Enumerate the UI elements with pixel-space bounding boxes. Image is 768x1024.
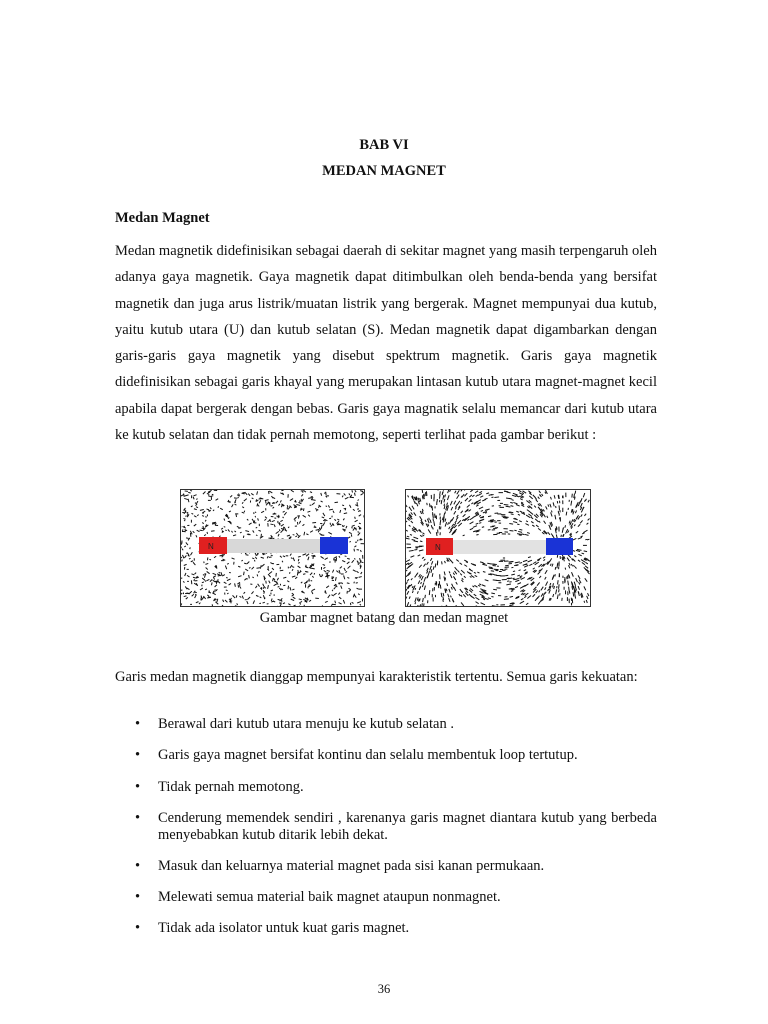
south-pole <box>320 537 348 554</box>
characteristics-intro: Garis medan magnetik dianggap mempunyai karakteristik tertentu. Semua garis kekuatan: <box>115 669 638 685</box>
bullet-icon: • <box>135 920 141 936</box>
figure-bar-magnet-field-lines <box>405 489 591 607</box>
list-item-text: Melewati semua material baik magnet ataupun nonmagnet. <box>158 889 501 905</box>
chapter-title: MEDAN MAGNET <box>322 163 446 179</box>
page-number: 36 <box>377 982 391 996</box>
figure-caption: Gambar magnet batang dan medan magnet <box>259 610 509 626</box>
bullet-icon: • <box>135 747 141 763</box>
bullet-icon: • <box>135 716 141 732</box>
section-heading: Medan Magnet <box>115 210 210 226</box>
figure-bar-magnet-iron-filings-scattered <box>180 489 365 607</box>
list-item-text: Masuk dan keluarnya material magnet pada sisi kanan permukaan. <box>158 858 545 874</box>
list-item-text: Garis gaya magnet bersifat kontinu dan selalu membentuk loop tertutup. <box>158 747 578 763</box>
list-item-text: Cenderung memendek sendiri , karenanya garis magnet diantara kutub yang berbeda menyebabkan kutub ditarik lebih dekat. <box>158 810 657 843</box>
magnetic-field-illustration <box>406 490 590 606</box>
bullet-icon: • <box>135 810 141 826</box>
list-item-text: Berawal dari kutub utara menuju ke kutub selatan . <box>158 716 454 732</box>
bar-magnet-illustration <box>181 490 364 606</box>
magnet-bar <box>226 539 321 553</box>
list-item-text: Tidak pernah memotong. <box>158 779 304 795</box>
bullet-icon: • <box>135 889 141 905</box>
magnet-bar <box>452 540 547 554</box>
bullet-icon: • <box>135 779 141 795</box>
north-pole-label: N <box>208 542 214 551</box>
bullet-icon: • <box>135 858 141 874</box>
list-item-text: Tidak ada isolator untuk kuat garis magnet. <box>158 920 410 936</box>
intro-paragraph: Medan magnetik didefinisikan sebagai daerah di sekitar magnet yang masih terpengaruh oleh adanya gaya magnetik. Gaya magnetik dapat ditimbulkan oleh benda-benda yang bersifat magnetik dan juga arus listrik/muatan listrik yang bergerak. Magnet mempunyai dua kutub, yaitu kutub utara (U) dan kutub selatan (S). Medan magnetik dapat digambarkan dengan garis-garis gaya magnetik yang disebut spektrum magnetik. Garis gaya magnetik didefinisikan sebagai garis khayal yang merupakan lintasan kutub utara magnet-magnet kecil apabila dapat bergerak dengan bebas. Garis gaya magnatik selalu memancar dari kutub utara ke kutub selatan dan tidak pernah memotong, seperti terlihat pada gambar berikut : <box>115 243 657 444</box>
south-pole <box>546 538 573 555</box>
chapter-number: BAB VI <box>359 137 409 153</box>
north-pole-label: N <box>435 543 441 552</box>
